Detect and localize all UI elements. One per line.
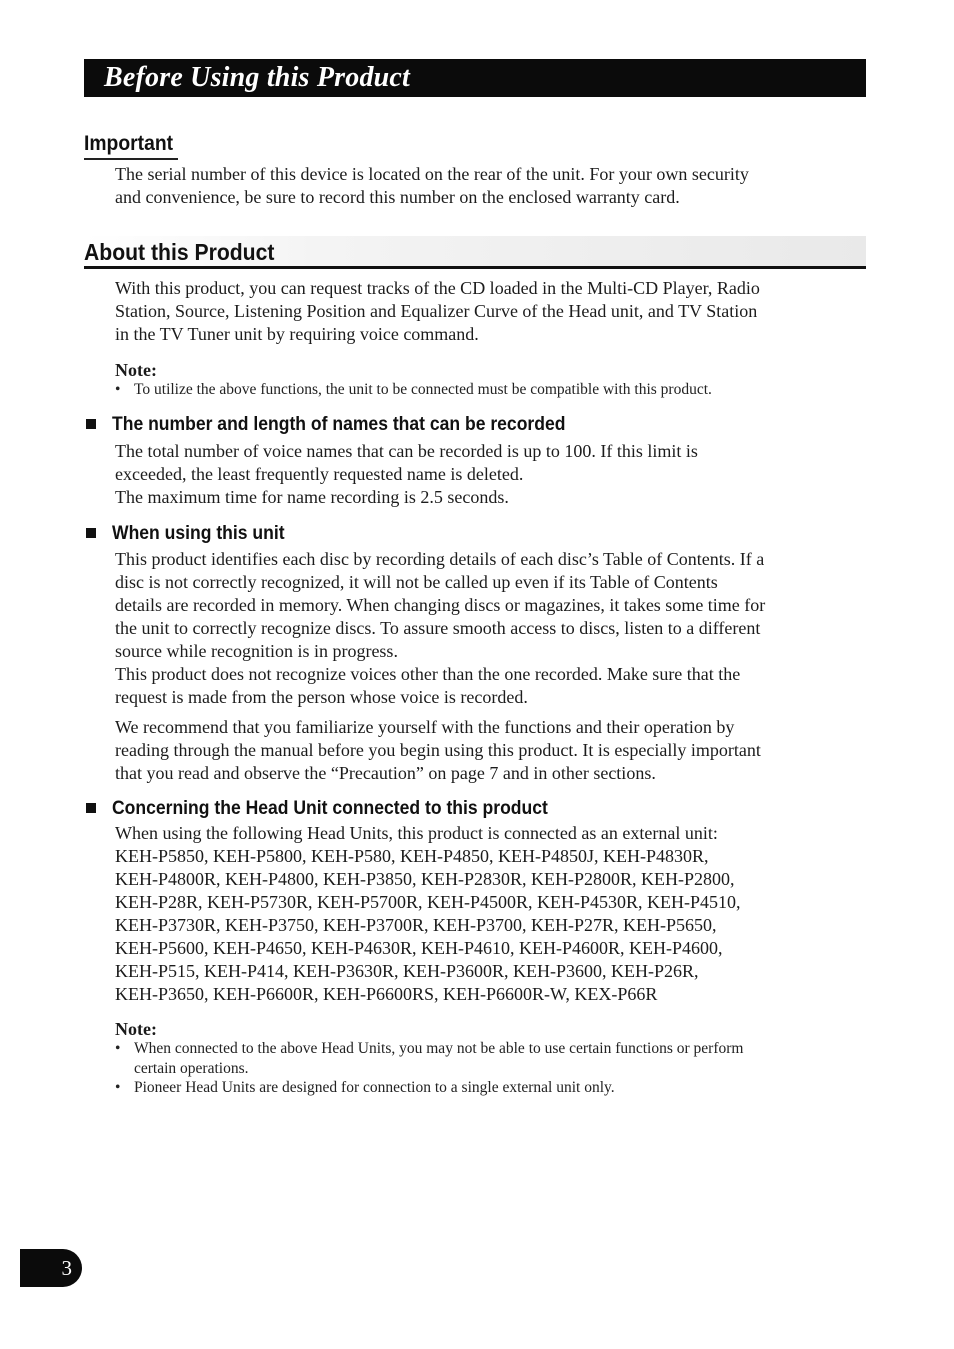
model-line: KEH-P3730R, KEH-P3750, KEH-P3700R, KEH-P3700, KEH-P27R, KEH-P5650,	[115, 915, 717, 935]
note-label: Note:	[115, 1019, 157, 1039]
text-line: the unit to correctly recognize discs. To assure smooth access to discs, listen to a different	[115, 618, 761, 638]
text-line: The total number of voice names that can be recorded is up to 100. If this limit is	[115, 441, 698, 461]
note-item	[115, 1039, 845, 1079]
about-heading-bar	[84, 236, 866, 269]
text-line: details are recorded in memory. When changing discs or magazines, it takes some time for	[115, 595, 766, 615]
note-item	[115, 380, 845, 400]
text-line: This product identifies each disc by recording details of each disc’s Table of Contents. If a	[115, 549, 765, 569]
text-line: The maximum time for name recording is 2.5 seconds.	[115, 487, 509, 507]
model-line: KEH-P28R, KEH-P5730R, KEH-P5700R, KEH-P4500R, KEH-P4530R, KEH-P4510,	[115, 892, 741, 912]
text-line: This product does not recognize voices other than the one recorded. Make sure that the	[115, 664, 741, 684]
model-line: KEH-P3650, KEH-P6600R, KEH-P6600RS, KEH-P6600R-W, KEX-P66R	[115, 984, 658, 1004]
bullet-icon: •	[115, 1079, 121, 1096]
important-heading: Important	[84, 132, 174, 155]
text-line: When using the following Head Units, this product is connected as an external unit:	[115, 823, 718, 843]
model-line: KEH-P515, KEH-P414, KEH-P3630R, KEH-P3600R, KEH-P3600, KEH-P26R,	[115, 961, 699, 981]
square-bullet-icon	[86, 528, 96, 538]
model-line: KEH-P5850, KEH-P5800, KEH-P580, KEH-P4850, KEH-P4850J, KEH-P4830R,	[115, 846, 709, 866]
text-line: request is made from the person whose voice is recorded.	[115, 687, 528, 707]
text-line: disc is not correctly recognized, it will not be called up even if its Table of Contents	[115, 572, 718, 592]
square-bullet-icon	[86, 419, 96, 429]
model-line: KEH-P4800R, KEH-P4800, KEH-P3850, KEH-P2830R, KEH-P2800R, KEH-P2800,	[115, 869, 735, 889]
page-title: Before Using this Product	[104, 62, 411, 93]
head-unit-paragraph	[115, 822, 741, 1006]
text-line: and convenience, be sure to record this number on the enclosed warranty card.	[115, 187, 680, 207]
note-text: Pioneer Head Units are designed for connection to a single external unit only.	[134, 1079, 615, 1096]
text-line: Station, Source, Listening Position and Equalizer Curve of the Head unit, and TV Station	[115, 301, 758, 321]
text-line: in the TV Tuner unit by requiring voice command.	[115, 324, 479, 344]
section-banner	[84, 59, 866, 97]
important-paragraph	[115, 163, 749, 209]
note-label: Note:	[115, 360, 157, 380]
square-bullet-icon	[86, 803, 96, 813]
about-paragraph	[115, 277, 760, 346]
names-paragraph	[115, 440, 698, 509]
text-line: reading through the manual before you begin using this product. It is especially important	[115, 740, 761, 760]
text-line: source while recognition is in progress.	[115, 641, 398, 661]
bullet-icon: •	[115, 1040, 121, 1057]
note-text: When connected to the above Head Units, you may not be able to use certain functions or perform	[134, 1040, 744, 1057]
text-line: We recommend that you familiarize yourself with the functions and their operation by	[115, 717, 735, 737]
note-text: certain operations.	[134, 1060, 249, 1077]
important-underline	[84, 158, 178, 160]
when-using-paragraph	[115, 548, 765, 709]
page-number: 3	[61, 1256, 72, 1280]
page-number-tab	[20, 1249, 82, 1287]
recommend-paragraph	[115, 716, 761, 785]
text-line: that you read and observe the “Precaution” on page 7 and in other sections.	[115, 763, 656, 783]
subsection-title: The number and length of names that can be recorded	[112, 413, 566, 435]
text-line: With this product, you can request tracks of the CD loaded in the Multi-CD Player, Radio	[115, 278, 760, 298]
about-heading: About this Product	[84, 239, 275, 265]
text-line: The serial number of this device is located on the rear of the unit. For your own security	[115, 164, 749, 184]
bullet-icon: •	[115, 381, 121, 398]
model-line: KEH-P5600, KEH-P4650, KEH-P4630R, KEH-P4610, KEH-P4600R, KEH-P4600,	[115, 938, 723, 958]
note-item	[115, 1078, 845, 1098]
subsection-title: Concerning the Head Unit connected to this product	[112, 797, 548, 819]
text-line: exceeded, the least frequently requested name is deleted.	[115, 464, 524, 484]
subsection-title: When using this unit	[112, 522, 285, 544]
note-text: To utilize the above functions, the unit to be connected must be compatible with this product.	[134, 381, 712, 398]
